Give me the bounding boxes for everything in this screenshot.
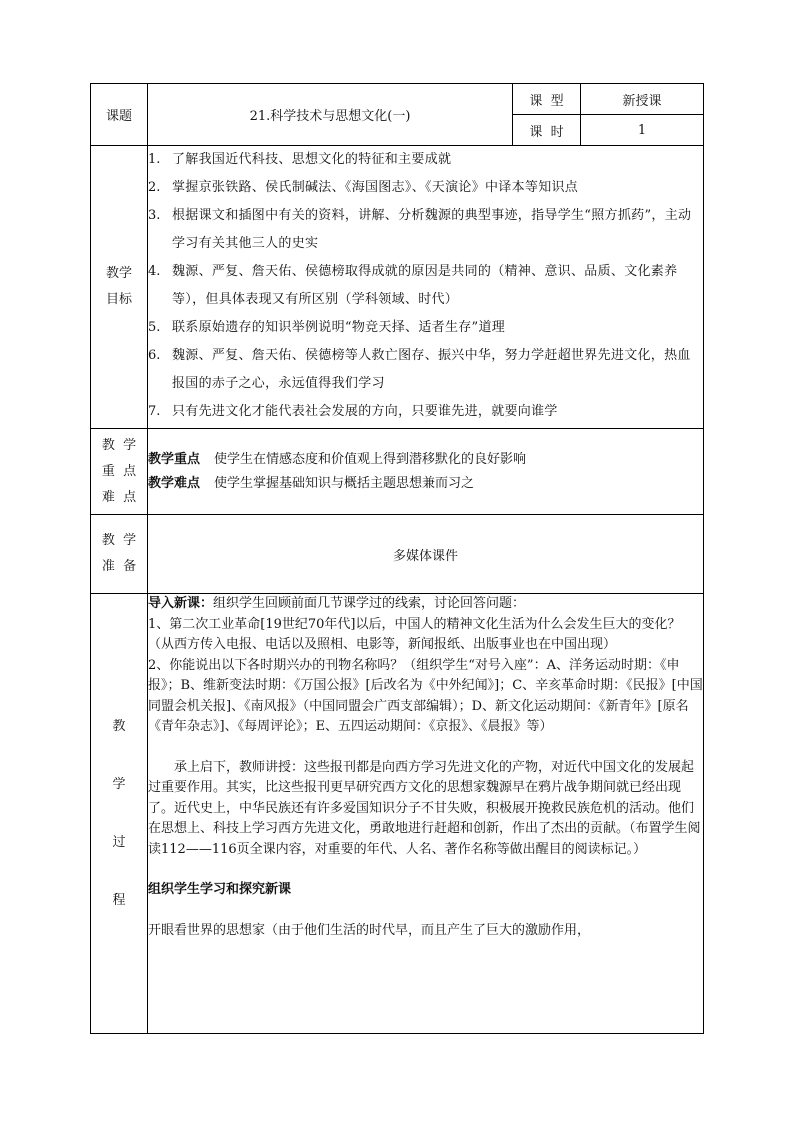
class-type-label	[513, 84, 581, 115]
objective-text: 根据课文和插图中有关的资料，讲解、分析魏源的典型事迹，指导学生“照方抓药”，主动学习有关其他三人的史实	[172, 208, 692, 251]
focus-label-line2: 重 点	[101, 463, 137, 479]
key-point-label: 教学重点	[148, 451, 201, 467]
objective-item	[148, 314, 703, 342]
process-label-char3: 过	[112, 834, 126, 850]
objective-number: 4.	[148, 264, 161, 279]
prep-label-line2: 准 备	[101, 559, 137, 574]
objective-number: 1.	[148, 152, 161, 167]
objective-item	[148, 174, 703, 202]
intro-label: 导入新课：	[148, 596, 214, 611]
focus-label-line1: 教 学	[101, 437, 137, 453]
objective-item	[148, 202, 703, 258]
question-2: 2、你能说出以下各时期兴办的刊物名称吗？（组织学生“对号入座”：A、洋务运动时期：《申报》；B、维新变法时期：《万国公报》[后改名为《中外纪闻》]；C、辛亥革命时期：《民报》[中国同盟会机关报]、《南风报》（中国同盟会广西支部编辑）；D、新文化运动期间：《新青年》[原名《青年杂志》]、《每周评论》；E、五四运动期间：《京报》、《晨报》等）	[148, 657, 703, 734]
objectives-label-line1: 教学	[105, 266, 132, 281]
focus-label	[91, 429, 148, 515]
class-hours-label-text: 课 时	[529, 124, 564, 140]
objective-item	[148, 342, 703, 398]
objective-number: 7.	[148, 404, 161, 419]
focus-content	[148, 429, 704, 515]
section-title: 组织学生学习和探究新课	[148, 882, 292, 897]
objective-text: 魏源、严复、詹天佑、侯德榜等人救亡图存、振兴中华，努力学赶超世界先进文化，热血报国的赤子之心，永远值得我们学习	[172, 348, 691, 391]
process-content	[148, 594, 704, 1034]
topic-title: 21.科学技术与思想文化(一)	[148, 84, 513, 146]
objective-number: 2.	[148, 180, 161, 195]
objective-item	[148, 146, 703, 174]
difficult-point-label: 教学难点	[148, 475, 201, 491]
process-label	[91, 594, 148, 1034]
last-line: 开眼看世界的思想家（由于他们生活的时代早，而且产生了巨大的激励作用，	[148, 922, 591, 938]
objective-number: 6.	[148, 348, 161, 363]
prep-label-line1: 教 学	[101, 533, 137, 548]
class-hours-value: 1	[581, 115, 704, 146]
lesson-plan-table	[90, 83, 704, 1034]
class-type-value: 新授课	[581, 84, 704, 115]
objective-text: 了解我国近代科技、思想文化的特征和主要成就	[172, 152, 452, 167]
class-type-label-text: 课 型	[529, 93, 564, 109]
objective-number: 3.	[148, 208, 161, 223]
prep-value: 多媒体课件	[148, 515, 704, 594]
key-point-row	[148, 448, 703, 472]
key-point-text: 使学生在情感态度和价值观上得到潜移默化的良好影响	[214, 451, 527, 467]
difficult-point-row	[148, 472, 703, 496]
objective-text: 魏源、严复、詹天佑、侯德榜取得成就的原因是共同的（精神、意识、品质、文化素养等），但具体表现又有所区别（学科领域、时代）	[172, 264, 678, 307]
process-label-char2: 学	[112, 776, 126, 792]
focus-label-line3: 难 点	[101, 489, 137, 505]
prep-label	[91, 515, 148, 594]
question-1: 1、第二次工业革命[19世纪70年代]以后，中国人的精神文化生活为什么会发生巨大的变化？（从西方传入电报、电话以及照相、电影等，新闻报纸、出版事业也在中国出现）	[148, 616, 681, 652]
difficult-point-text: 使学生掌握基础知识与概括主题思想兼而习之	[214, 475, 475, 491]
intro-text: 组织学生回顾前面几节课学过的线索，讨论回答问题：	[213, 596, 526, 611]
objective-text: 只有先进文化才能代表社会发展的方向，只要谁先进，就要向谁学	[172, 404, 558, 419]
objective-number: 5.	[148, 320, 161, 335]
objectives-label	[91, 146, 148, 429]
objective-item	[148, 258, 703, 314]
transition-paragraph: 承上启下，教师讲授：这些报刊都是向西方学习先进文化的产物，对近代中国文化的发展起过重要作用。其实，比这些报刊更早研究西方文化的思想家魏源早在鸦片战争期间就已经出现了。近代史上，中华民族还有许多爱国知识分子不甘失败，积极展开挽救民族危机的活动。他们在思想上、科技上学习西方先进文化，勇敢地进行赶超和创新，作出了杰出的贡献。（布置学生阅读112——116页全课内容，对重要的年代、人名、著作名称等做出醒目的阅读标记。）	[148, 759, 701, 857]
objectives-label-line2: 目标	[105, 292, 132, 307]
objective-item	[148, 398, 703, 426]
class-hours-label	[513, 115, 581, 146]
topic-label: 课题	[91, 84, 148, 146]
objective-text: 掌握京张铁路、侯氏制碱法、《海国图志》、《天演论》中译本等知识点	[172, 180, 579, 195]
intro-paragraph	[148, 594, 703, 615]
process-label-char1: 教	[112, 718, 126, 734]
process-label-char4: 程	[112, 892, 126, 908]
objective-text: 联系原始遗存的知识举例说明“物竞天择、适者生存”道理	[172, 320, 506, 335]
objectives-list	[148, 146, 704, 429]
